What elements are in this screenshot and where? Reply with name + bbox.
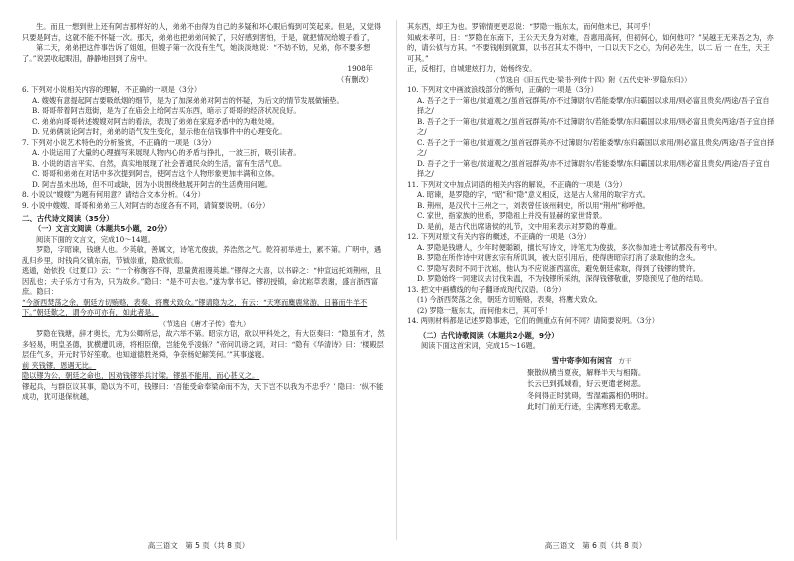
question-11: 11. 下列对文中加点词语的相关内容的解说，不正确的一项是（3分） — [407, 179, 627, 189]
passage-a-underlined: “今浙西焚荡之余，朝廷方切贿赂，表奏，将鹰犬致众。”镠请隐为之，有云：“天寒而麋鹿常游，日暮而牛羊不下。”朝廷歎之，谓今亦可亦有，如此者是。 — [22, 297, 368, 317]
year-note: 1908年 — [347, 64, 373, 73]
q13-item: (2) 罗隐一瓶东太，而何他未已，其可乎！ — [417, 305, 552, 315]
subsection-heading: （一）文言文阅读（本题共5小题，20分） — [34, 224, 172, 233]
poem-author: 方干 — [618, 356, 632, 365]
q11-option-c: C. 家世，指家族的世系，罗隐祖上并没有显赫的家世背景。 — [417, 211, 607, 220]
right-page — [397, 0, 794, 561]
q10-option-d: D. 吾子之于一第也/贫道观之/虽首冠群英/亦不过簿尉尔/若能委擘/东归霸国以求用/则必富且贵矣/两途/吾子宜自择之/ — [417, 158, 770, 178]
section-heading: 二、古代诗文阅读（35分） — [22, 214, 114, 223]
passage-line: 生。而且一想到世上还有阿吉那样好的人，弟弟不由得为自己的多疑和坏心眼后悔到可笑起来。但是，又觉得只要是阿吉，这就不能不怀疑一次。那天，弟弟也把弟弟问候了，只好感到害怕，于是，就把情况给嫂子看了， — [22, 22, 382, 42]
passage-line: 知威未孝可，日：“罗隐在东南下，王公天天身为对难，吾惠用高何，但初何心，如何他可？”吴越王无来吾之为，亦的，请公侦与方其。“不要钱刚到就算，以书召其太不得中，一口以天下之心，为何必先生，以二 后 一 在生，天王可其。” — [407, 32, 774, 63]
poem-title — [407, 355, 776, 367]
q12-option-c: C. 罗隐写表时不同于沈崧，他认为不应说浙西富庶，避免朝廷索取，得到了钱镠的赞许。 — [417, 263, 700, 273]
q10-option-b: B. 吾子之于一第也/贫道观之/虽首冠群英/亦不过簿尉尔/若能委擘/东归霸国以求用/则必富且贵矣两途/吾子宜自择之/ — [417, 116, 775, 136]
passage-a-source: （节选自《唐才子传》卷九） — [159, 319, 250, 328]
question-8: 8. 小说以“嫂嫂”为题有何用意？请结合文本分析。（4分） — [22, 190, 205, 199]
passage-a-line: 逃遁，始依投《过夏口》云：“一个称衡容不得，思量黄祖谩英雄。”镠得之大喜，以书辟之：“仲宣远托刘荆州，且因乱也；夫子乐方寸有为，只为故乡。”隐曰：“是不可去也。”遂为掌书记。镠初授镇，命沈崧草表谢，盛言浙西富庶。隐曰： — [22, 266, 382, 296]
passage-b-underlined: 隐以镠为公，朝廷之命也，因劝钱镠举兵讨梁。镠虽不能用，而心甚义之。 — [22, 371, 260, 380]
section-intro: 阅读下面这首宋词，完成15～16题。 — [421, 341, 540, 350]
q6-option-d: D. 兄弟俩谈论阿吉时，弟弟的语气发生变化，显示他在信钱事件中的心理变化。 — [32, 127, 287, 136]
passage-b-line: 镠起兵，与群臣议其事，隐以为不可，钱镠曰：‘吾能受命奉梁命而不为，天下岂不以我为不忠乎？’ 隐曰：‘纵不能成功，犹可退保杭越， — [22, 381, 384, 401]
passage-source: （节选自《旧五代史·梁书·列传十四》附《五代史补·罗隐东归》） — [491, 75, 692, 84]
q10-option-a: A. 吾子之于一第也/贫道观之/虽首冠群英/亦不过簿尉尔/若能委擘/东归霸国以求用/则必富且贵矣/两途/吾子宜自择之/ — [417, 95, 770, 115]
poem-line: 冬间得正时犹碍，雪湿霜露相仍明时。 — [527, 390, 653, 400]
poem-line: 长云已到孤城看，好云更遣老树悲。 — [527, 379, 646, 388]
q7-option-a: A. 小说运用了大量的心理描写来展现人物内心的矛盾与挣扎，一波三折，吸引读者。 — [32, 148, 301, 157]
q12-option-d: D. 罗隐始终一同建议去讨伐朱温，不为钱镠所采纳，深得钱镠敬重，罗隐预见了他的结局。 — [417, 274, 708, 283]
question-14: 14. 两则材料都是记述罗隐事迹，它们的侧重点有何不同？请简要说明。（3分） — [407, 316, 659, 325]
question-9: 9. 小说中嫂嫂、哥哥和弟弟三人对阿吉的态度各有不同，请简要说明。（6分） — [22, 200, 270, 210]
q11-option-d: D. 是前，是古代出席诸侯的礼节，文中用来表示对罗隐的尊重。 — [417, 221, 622, 231]
q11-option-a: A. 昭谏，是罗隐的字，“昭”和“隐”意义相反，这是古人常用的取字方式。 — [417, 190, 650, 199]
q10-option-c: C. 吾子之于一第也/贫道观之/虽首冠群英亦不过簿尉尔/若能委擘/东归霸国以求用/则必富且贵矣/两途/吾子宜自择之/ — [417, 137, 775, 157]
question-13: 13. 把文中画横线的句子翻译成现代汉语。（8分） — [407, 284, 566, 294]
source-note: （有删改） — [337, 74, 373, 84]
passage-a-line: 罗隐，字昭谏，钱塘人也。少英敏，善属文，诗笔尤俊拔，养浩然之气。乾符初举进士，累不第。广明中，遇乱归乡里，时钱尚父镇东南，节钺崇重，隐欲依焉。 — [22, 245, 382, 265]
page-footer-right: 高三语文 第 6 页（共 8 页） — [544, 541, 647, 550]
question-10: 10. 下列对文中画波浪线部分的断句，正确的一项是（3分） — [407, 85, 598, 94]
q13-item: (1) 今浙西焚荡之余，朝廷方切贿赂，表奏，将鹰犬致众。 — [417, 295, 602, 304]
passage-line: 第二天，弟弟把这件事告诉了姐姐，但嫂子第一次没有生气，她淡淡地说：“不妨不妨，兄弟，你不要多想了。”说罢收起眼泪，静静地回到了房中。 — [22, 43, 371, 63]
section-intro: 阅读下面的文言文，完成10～14题。 — [36, 234, 155, 244]
question-12: 12. 下列对原文有关内容的概述，不正确的一项是（3分） — [407, 232, 591, 241]
poem-title-text: 雪中寄李知有闲官 — [551, 355, 613, 365]
passage-line: 正，反相打，自城建炫打力，始杨终安。 — [407, 64, 537, 73]
poem-line: 此时门前无行迹，尘满寒鸦无歌悲。 — [527, 402, 646, 411]
q7-option-d: D. 阿吉虽未出场，但不可或缺，因为小说围绕他展开阿吉的生活费用问题。 — [32, 179, 273, 189]
subsection-heading: （二）古代诗歌阅读（本题共2小题，9分） — [419, 330, 559, 340]
q12-option-a: A. 罗隐是钱塘人，少年时便聪颖，擅长写诗文，诗笔尤为俊拔，多次参加进士考试都没有考中。 — [417, 242, 722, 252]
question-7: 7. 下列对小说艺术特色的分析鉴赏，不正确的一项是（3分） — [22, 137, 216, 147]
q11-option-b: B. 荆州，是汉代十三州之一，刘表曾任该州刺史，所以用“荆州”称呼他。 — [417, 200, 650, 210]
question-6: 6. 下列对小说相关内容的理解，不正确的一项是（3分） — [22, 85, 202, 94]
page-footer-left: 高三语文 第 5 页（共 8 页） — [147, 541, 250, 550]
q7-option-b: B. 小说的语言平实、自然，真实地展现了社会普通民众的生活，富有生活气息。 — [32, 158, 287, 168]
q7-option-c: C. 哥哥和弟弟在对话中多次提到阿吉，使阿吉这个人物形象更加丰满和立体。 — [32, 169, 280, 178]
q6-option-a: A. 嫂嫂有意提起阿吉要吸纸烟的细节，是为了加深弟弟对阿吉的怀疑，为后文的情节发展做铺垫。 — [32, 95, 344, 105]
q6-option-b: B. 哥哥带着阿吉逛街，是为了在庙会上给阿吉买东西，暗示了哥哥的经济状况良好。 — [32, 106, 301, 115]
passage-b-underlined: 前 夹钱镠，恩遇无比。 — [22, 360, 97, 370]
q6-option-c: C. 弟弟向哥哥转述嫂嫂对阿吉的看法，表现了弟弟在家庭矛盾中的为难处境。 — [32, 116, 280, 126]
passage-b-line: 罗隐在钱塘，辞才奥长，尤为公卿所忌，故六举不第。昭宗方诏，欲以甲科处之，有大臣奏曰：“隐虽有才，然多轻易，明皇圣德，犹横遭讥谤，将相臣僚，岂能免乎凌轹？”帝问讥谤之词，对曰：“隐有《华清诗》曰：‘楼殿层层佳气多，开元时节好笙歌。也知道德胜尧舜，争奈杨妃解笑何。’”其事遂寝。 — [22, 329, 385, 359]
passage-line: 其东西，却王为也。罗锦情更更忍说：“罗隐一瓶东太，而何他未已，其可乎！ — [407, 22, 656, 31]
poem-line: 聚散纵横当夏夜，解释半天与相隋。 — [527, 367, 646, 377]
q12-option-b: B. 罗隐在所作诗中对唐玄宗有所讥讽，被大臣引用后，使得唐昭宗打消了录取他的念头。 — [417, 253, 700, 262]
